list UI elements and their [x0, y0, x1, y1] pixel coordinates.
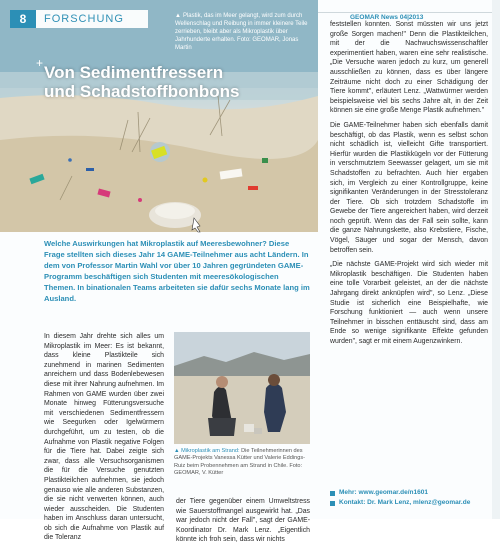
more-link-row[interactable]	[330, 488, 490, 498]
plus-decoration-icon: +	[36, 56, 44, 70]
bullet-square-icon	[330, 501, 335, 506]
page-number: 8	[10, 10, 36, 28]
issue-label: GEOMAR News 04|2013	[350, 14, 424, 21]
beach-sampling-photo	[174, 332, 310, 444]
headline-line-1: Von Sedimentfressern	[44, 63, 224, 82]
right-column-paragraph-3: „Die nächste GAME-Projekt wird sich wieder mit Mikroplastik beschäftigen. Die Studenten haben eine tolle Vorarbeit geleistet, an der die nächste Jahrgang direkt anknüpfen wird", so Lenz. „Diese Studie ist sicherlich eine Beispielhafte, wie Forschung funktioniert — auch wenn unsere Teilnehmer in bisschen enttäuscht sind, dass am Ende so wenige signifikante Effekte gefunden wurden", sagt er mit einem Augenzwinkern.	[330, 261, 488, 345]
photo-caption-text: Die Teilnehmerinnen des GAME-Projekts Vanessa Kütter und Valerie Eddings-Ruiz beim Probennehmen am Strand in Chile. Foto: GEOMAR, V. Kütter	[174, 448, 305, 477]
middle-column-bottom: der Tiere gegenüber einem Umweltstress wie Sauerstoffmangel ausgewirkt hat. „Das war jedoch nicht der Fall", sagt der GAME-Koordinator Dr. Mark Lenz. „Eigentlich könnte ich froh sein, dass wir nichts	[176, 498, 310, 544]
intro-paragraph: Welche Auswirkungen hat Mikroplastik auf Meeresbewohner? Diese Frage stellten sich dieses Jahr 14 GAME-Teilnehmer aus acht Ländern. In dem von Professor Martin Wahl vor über 10 Jahren gegründeten GAME-Programm beschäftigen sich Studenten mit meeresökologischen Themen. In binationalen Teams arbeiteten sie dafür sechs Monate lang im Ausland.	[44, 239, 310, 303]
hero-caption	[175, 12, 315, 52]
left-column-paragraph: In diesem Jahr drehte sich alles um Mikroplastik im Meer: Es ist bekannt, dass kleine Plastikteile sich zunehmend in marinen Sedimenten anreichern und dass Bodenlebewesen diese mit ihrer Nahrung aufnehmen. Im Rahmen von GAME wurden über zwei Monate hinweg Fütterungsversuche mit verschiedenen Sedimentfressern wie Seegurken oder Igelwürmern durchgeführt, um zu testen, ob die Aufnahme von Plastik negative Folgen für die Tiere hat. Dabei zeigte sich zwar, dass alle Versuchsorganismen die für die Versuche genutzten Plastikteilchen aufnehmen, sie jedoch genauso wie alle anderen Substanzen, die sie nicht verwerten können, auch wieder ausscheiden. Die Studenten haben im Anschluss daran untersucht, ob sich die Aufnahme von Plastik auf die Toleranz	[44, 333, 164, 542]
caption-triangle-icon: ▲	[175, 13, 181, 19]
headline-line-2: und Schadstoffbonbons	[44, 82, 240, 101]
hero-caption-text: Plastik, das im Meer gelangt, wird zum durch Wellenschlag und Reibung in immer kleinere Teile zerrieben, bleibt aber als Mikroplastik über Jahrhunderte erhalten. Foto: GEOMAR, Jonas Martin	[175, 13, 308, 51]
left-column	[44, 332, 164, 542]
students-on-beach-image	[174, 332, 310, 444]
photo-caption-lead: Mikroplastik am Strand:	[181, 448, 240, 454]
header-rule	[318, 12, 500, 13]
caption-triangle-icon: ▲	[174, 448, 182, 454]
right-column	[330, 20, 488, 444]
footer-links	[330, 488, 490, 508]
section-label: FORSCHUNG	[36, 10, 148, 28]
headline	[44, 63, 284, 101]
right-column-paragraph-2: Die GAME-Teilnehmer haben sich ebenfalls damit beschäftigt, ob das Plastik, wenn es selbst schon nicht schädlich ist, vielleicht Gifte transportiert. Hierfür wurden die Plastikkügeln vor der Fütterung in verschmutztem Seewasser gelagert, um sie mit Schadstoffen zu befrachten. Auch hier ergaben sich, im Vergleich zu einer Kontrollgruppe, keine signifikanten Veränderungen in der Stresstoleranz der Tiere. Ob sich trotzdem Schadstoffe im Gewebe der Tiere angereichert haben, wird derzeit noch geprüft. Wenn das der Fall sein sollte, kann die ganze Nahrungskette, also Krebstiere, Fische, Vögel, Säuger und sogar der Mensch, davon betroffen sein.	[330, 121, 488, 254]
contact-row[interactable]	[330, 498, 490, 508]
contact-link[interactable]: Kontakt: Dr. Mark Lenz, mlenz@geomar.de	[339, 499, 471, 506]
page-edge	[492, 0, 500, 519]
bullet-square-icon	[330, 491, 335, 496]
more-link[interactable]: Mehr: www.geomar.de/n1601	[339, 489, 428, 496]
right-column-paragraph-1: feststellen konnten. Sonst müssten wir uns jetzt große Sorgen machen!" Denn die Plastikteilchen, mit der die Nachwuchswissenschaftler experimentiert haben, waren eine sehr realistische. „Die Versuche waren jedoch zu kurz, um generell ausschließen zu können, dass es über längere Zeiträume nicht doch zu einer Schädigung der Tiere kommt", erläutert Lenz. „Wattwürmer werden beispielsweise viel bis sechs Jahre alt, in der Zeit können sie eine große Menge Plastik aufnehmen."	[330, 21, 488, 115]
photo-caption	[174, 448, 310, 478]
